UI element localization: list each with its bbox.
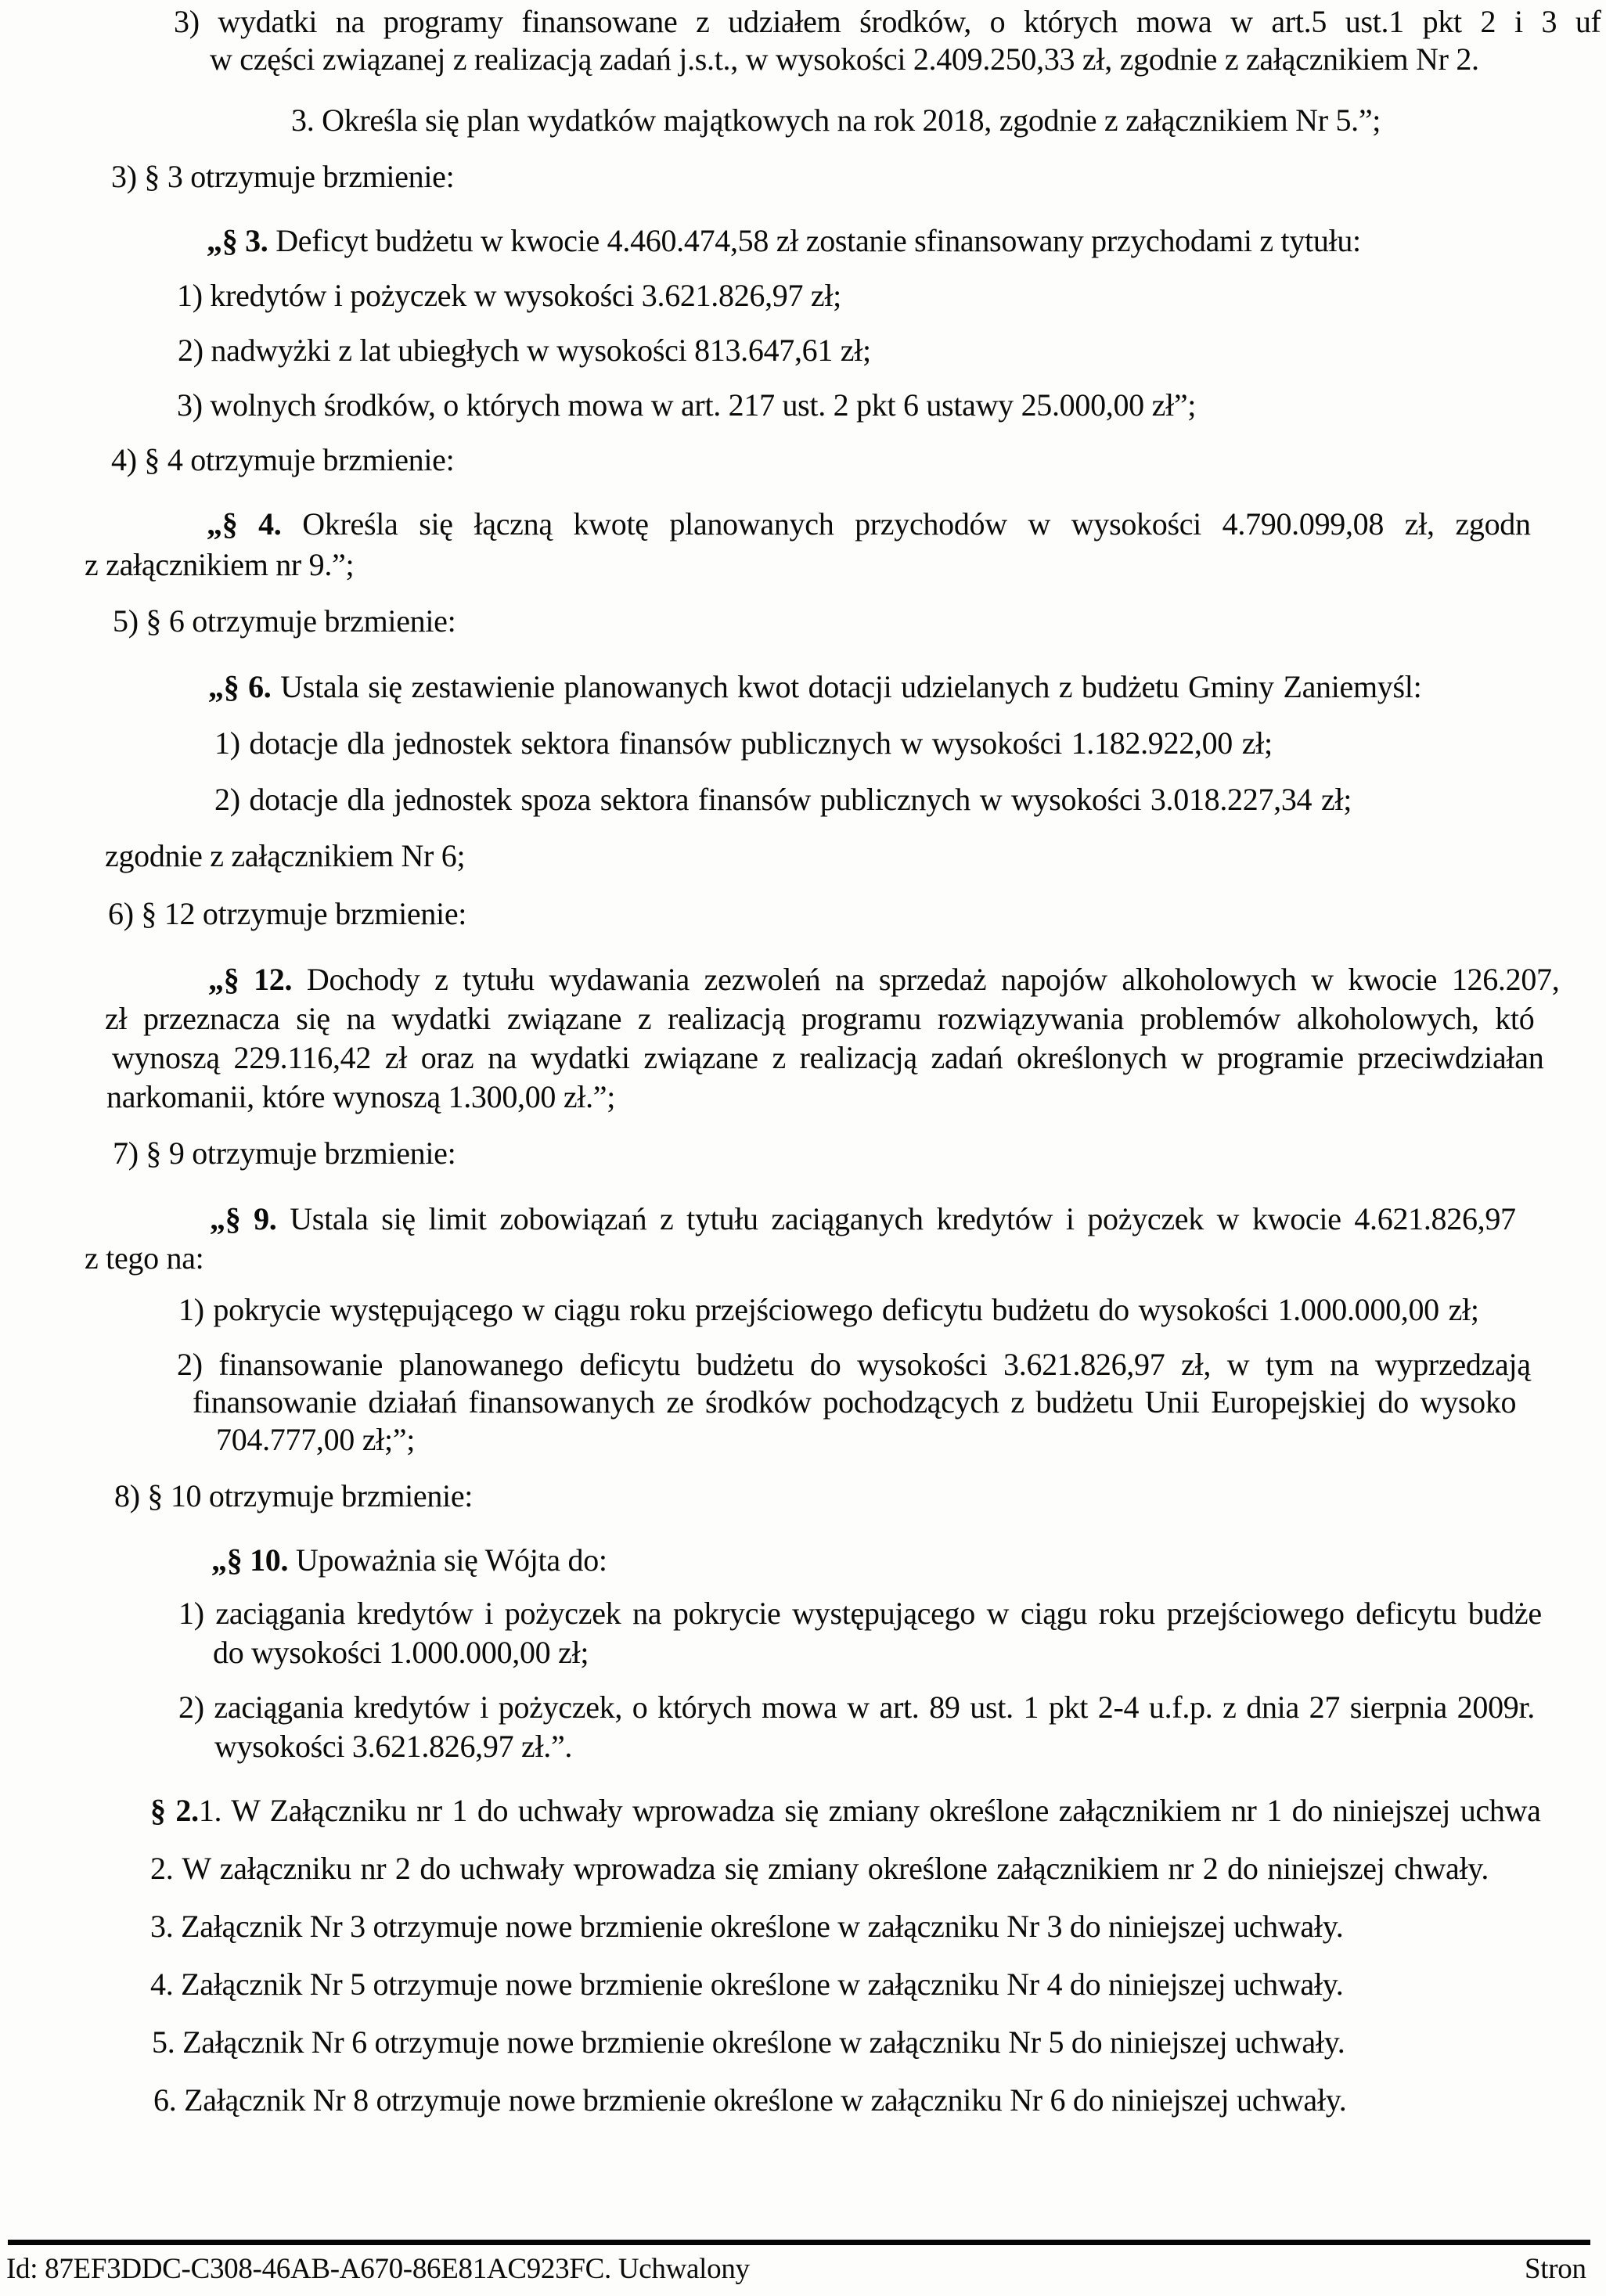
document-line: 3) wydatki na programy finansowane z udziałem środków, o których mowa w art.5 ust.1 pkt 2 i 3 uf: [174, 4, 1601, 39]
document-line: 5. Załącznik Nr 6 otrzymuje nowe brzmienie określone w załączniku Nr 5 do niniejszej uchwały.: [152, 2024, 1345, 2060]
paragraph-number-bold: „§ 12.: [208, 962, 293, 997]
document-line: 3. Określa się plan wydatków majątkowych na rok 2018, zgodnie z załącznikiem Nr 5.”;: [291, 103, 1381, 138]
document-line: wynoszą 229.116,42 zł oraz na wydatki związane z realizacją zadań określonych w programie przeciwdziałan: [112, 1040, 1544, 1075]
document-line: 7) § 9 otrzymuje brzmienie:: [113, 1135, 456, 1171]
document-line: zgodnie z załącznikiem Nr 6;: [105, 838, 466, 873]
document-line: 1) zaciągania kredytów i pożyczek na pokrycie występującego w ciągu roku przejściowego deficytu budże: [178, 1596, 1542, 1631]
paragraph-number-bold: § 2.: [150, 1793, 199, 1828]
paragraph-number-bold: „§ 10.: [211, 1542, 289, 1578]
document-line: 2. W załączniku nr 2 do uchwały wprowadza się zmiany określone załącznikiem nr 2 do niniejszej chwały.: [150, 1851, 1489, 1886]
paragraph-number-bold: „§ 4.: [207, 506, 282, 542]
document-line: zł przeznacza się na wydatki związane z realizacją programu rozwiązywania problemów alkoholowych, któ: [105, 1001, 1535, 1036]
document-line: z załącznikiem nr 9.”;: [85, 547, 355, 582]
document-line: z tego na:: [85, 1240, 204, 1276]
document-line: 1) dotacje dla jednostek sektora finansów publicznych w wysokości 1.182.922,00 zł;: [214, 725, 1273, 761]
document-line: 2) nadwyżki z lat ubiegłych w wysokości 813.647,61 zł;: [178, 333, 871, 368]
document-line: „§ 9. Ustala się limit zobowiązań z tytułu zaciąganych kredytów i pożyczek w kwocie 4.621.826,97: [210, 1201, 1516, 1236]
document-line: 2) finansowanie planowanego deficytu budżetu do wysokości 3.621.826,97 zł, w tym na wyprzedzają: [177, 1347, 1531, 1382]
footer-divider: [8, 2240, 1590, 2245]
footer-document-id: Id: 87EF3DDC-C308-46AB-A670-86E81AC923FC. Uchwalony: [6, 2253, 750, 2285]
document-line: do wysokości 1.000.000,00 zł;: [213, 1635, 589, 1670]
document-line: „§ 12. Dochody z tytułu wydawania zezwoleń na sprzedaż napojów alkoholowych w kwocie 126.207,: [208, 962, 1560, 997]
document-line: 1) pokrycie występującego w ciągu roku przejściowego deficytu budżetu do wysokości 1.000.000,00 zł;: [178, 1292, 1479, 1327]
document-line: § 2.1. W Załączniku nr 1 do uchwały wprowadza się zmiany określone załącznikiem nr 1 do niniejszej uchwa: [150, 1793, 1541, 1828]
paragraph-number-bold: „§ 6.: [208, 669, 272, 704]
paragraph-number-bold: „§ 3.: [207, 223, 268, 258]
document-line: 3) wolnych środków, o których mowa w art. 217 ust. 2 pkt 6 ustawy 25.000,00 zł”;: [177, 387, 1197, 423]
document-line: 2) zaciągania kredytów i pożyczek, o których mowa w art. 89 ust. 1 pkt 2-4 u.f.p. z dnia 27 sierpnia 2009r.: [178, 1690, 1535, 1725]
document-line: 6) § 12 otrzymuje brzmienie:: [108, 896, 467, 931]
document-line: finansowanie działań finansowanych ze środków pochodzących z budżetu Unii Europejskiej do wysoko: [193, 1384, 1517, 1420]
document-line: 3) § 3 otrzymuje brzmienie:: [111, 159, 455, 194]
footer-page-number: Stron: [1525, 2253, 1586, 2285]
document-line: „§ 10. Upoważnia się Wójta do:: [211, 1542, 607, 1578]
document-line: narkomanii, które wynoszą 1.300,00 zł.”;: [106, 1079, 616, 1114]
document-line: 3. Załącznik Nr 3 otrzymuje nowe brzmienie określone w załączniku Nr 3 do niniejszej uchwały.: [150, 1909, 1344, 1944]
document-line: „§ 4. Określa się łączną kwotę planowanych przychodów w wysokości 4.790.099,08 zł, zgodn: [207, 506, 1531, 542]
paragraph-number-bold: „§ 9.: [210, 1201, 277, 1236]
document-line: wysokości 3.621.826,97 zł.”.: [214, 1729, 573, 1764]
document-line: 8) § 10 otrzymuje brzmienie:: [114, 1478, 474, 1513]
document-line: 6. Załącznik Nr 8 otrzymuje nowe brzmienie określone w załączniku Nr 6 do niniejszej uchwały.: [153, 2082, 1347, 2118]
document-line: 1) kredytów i pożyczek w wysokości 3.621.826,97 zł;: [177, 278, 841, 313]
document-line: „§ 6. Ustala się zestawienie planowanych kwot dotacji udzielanych z budżetu Gminy Zaniemyśl:: [208, 669, 1422, 704]
document-line: 4. Załącznik Nr 5 otrzymuje nowe brzmienie określone w załączniku Nr 4 do niniejszej uchwały.: [150, 1967, 1344, 2002]
document-line: 5) § 6 otrzymuje brzmienie:: [113, 603, 456, 639]
document-line: 4) § 4 otrzymuje brzmienie:: [111, 442, 455, 477]
document-line: 704.777,00 zł;”;: [216, 1422, 416, 1457]
document-line: „§ 3. Deficyt budżetu w kwocie 4.460.474,58 zł zostanie sfinansowany przychodami z tytułu:: [207, 223, 1361, 258]
document-line: 2) dotacje dla jednostek spoza sektora finansów publicznych w wysokości 3.018.227,34 zł;: [214, 782, 1352, 817]
document-line: w części związanej z realizacją zadań j.s.t., w wysokości 2.409.250,33 zł, zgodnie z załącznikiem Nr 2.: [210, 41, 1479, 77]
